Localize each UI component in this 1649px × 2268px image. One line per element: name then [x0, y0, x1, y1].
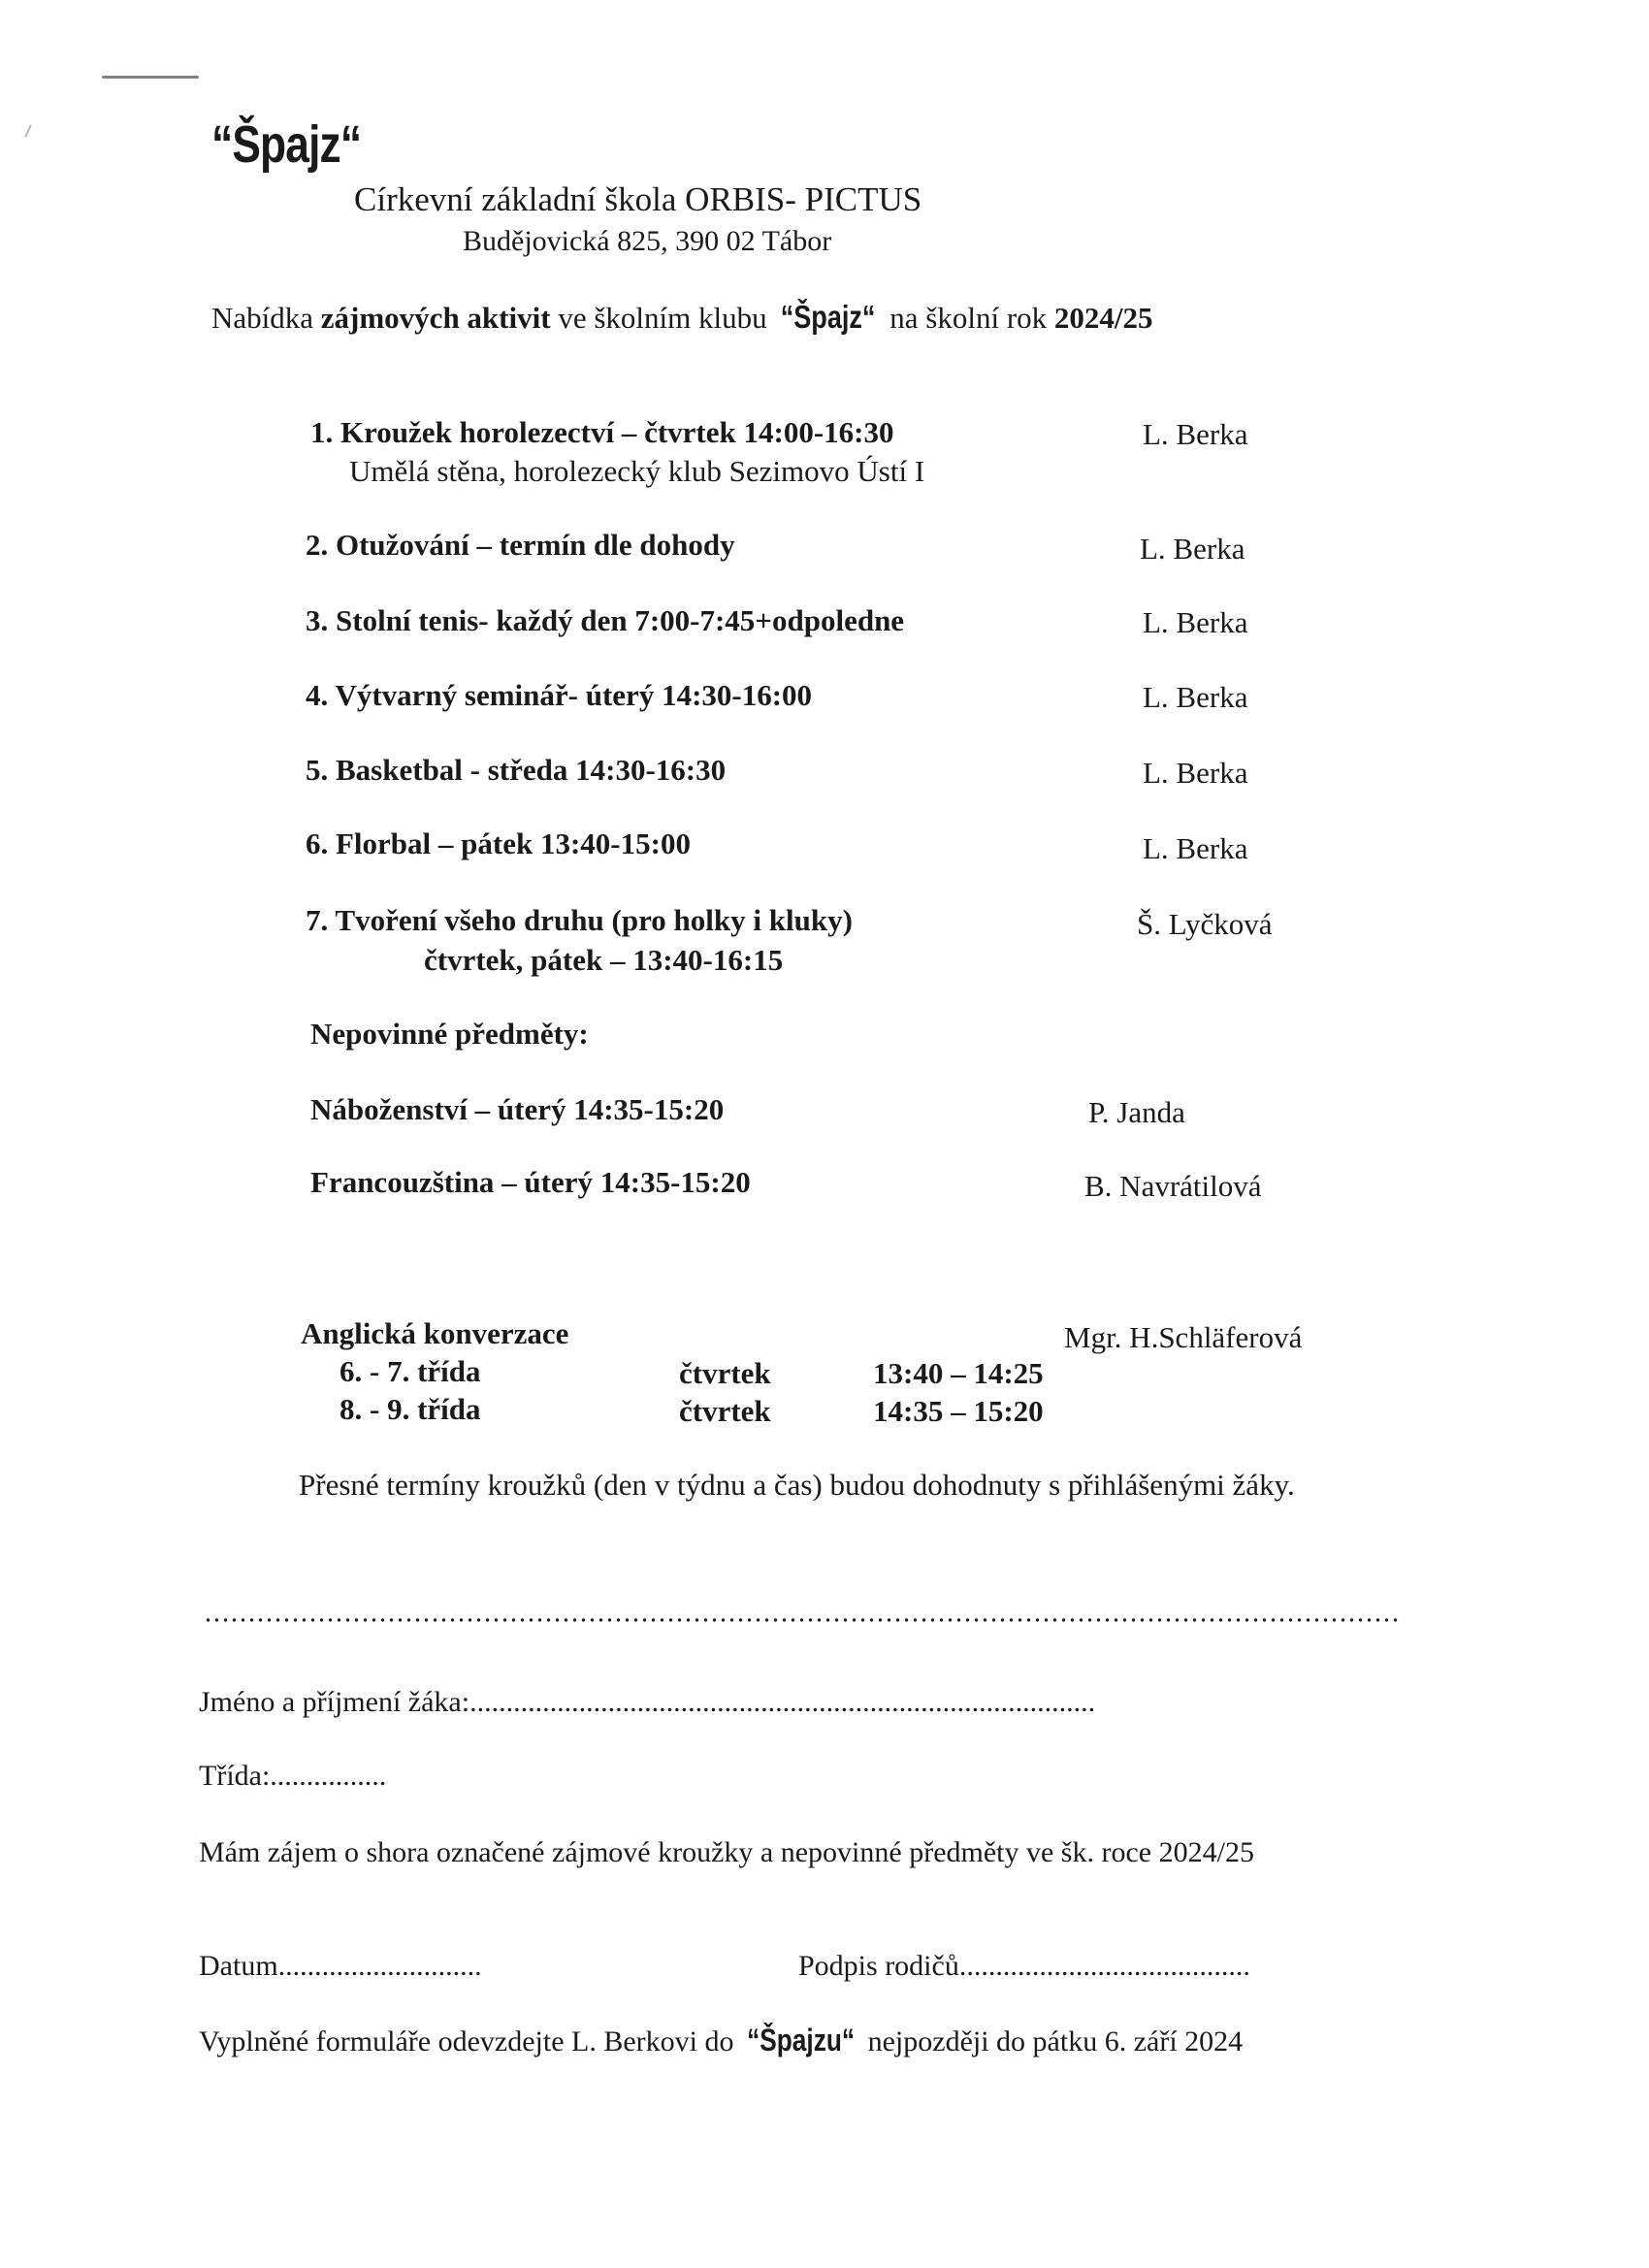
school-address: Budějovická 825, 390 02 Tábor — [463, 225, 832, 257]
english-heading: Anglická konverzace — [301, 1316, 569, 1350]
english-leader: Mgr. H.Schläferová — [1064, 1320, 1303, 1354]
activity-leader: Š. Lyčková — [1137, 907, 1273, 941]
activity-title: 4. Výtvarný seminář- úterý 14:30-16:00 — [306, 678, 813, 712]
activity-title: 2. Otužování – termín dle dohody — [306, 528, 735, 562]
activity-title: 5. Basketbal - středa 14:30-16:30 — [306, 753, 727, 787]
english-time: 14:35 – 15:20 — [873, 1394, 1044, 1428]
activity-subtitle: čtvrtek, pátek – 13:40-16:15 — [424, 943, 784, 977]
activity-title: 3. Stolní tenis- každý den 7:00-7:45+odpoledne — [306, 603, 905, 637]
student-name-field[interactable]: Jméno a příjmení žáka:...................................................................................... — [199, 1686, 1096, 1718]
intro-text: Nabídka — [211, 301, 321, 335]
activity-title: 6. Florbal – pátek 13:40-15:00 — [306, 826, 691, 860]
english-grade: 8. - 9. třída — [340, 1392, 481, 1426]
date-field[interactable]: Datum............................ — [199, 1950, 482, 1982]
optional-item-title: Francouzština – úterý 14:35-15:20 — [310, 1165, 751, 1199]
activity-title: 7. Tvoření všeho druhu (pro holky i kluky) — [306, 903, 853, 937]
optional-heading: Nepovinné předměty: — [310, 1017, 589, 1051]
activity-leader: L. Berka — [1140, 532, 1245, 566]
activity-leader: L. Berka — [1143, 831, 1248, 865]
schedule-note: Přesné termíny kroužků (den v týdnu a čas) budou dohodnuty s přihlášenými žáky. — [299, 1468, 1295, 1502]
intro-line — [211, 299, 1153, 336]
return-instruction — [199, 2023, 1243, 2058]
activity-leader: L. Berka — [1143, 680, 1248, 714]
club-logo: “Špajz“ — [211, 115, 362, 174]
return-text: Vyplněné formuláře odevzdejte L. Berkovi do — [199, 2025, 741, 2057]
optional-item-leader: P. Janda — [1088, 1095, 1185, 1129]
school-name: Církevní základní škola ORBIS- PICTUS — [354, 180, 922, 218]
english-day: čtvrtek — [679, 1394, 771, 1428]
cut-line — [204, 1618, 1402, 1622]
return-logo: “Špajzu“ — [747, 2023, 855, 2057]
activity-leader: L. Berka — [1143, 756, 1248, 790]
intro-bold: zájmových aktivit — [320, 301, 551, 335]
english-day: čtvrtek — [679, 1356, 771, 1390]
optional-item-title: Náboženství – úterý 14:35-15:20 — [310, 1092, 725, 1126]
english-grade: 6. - 7. třída — [340, 1354, 481, 1388]
scan-artifact — [102, 76, 199, 79]
intro-text: ve školním klubu — [550, 301, 775, 335]
optional-item-leader: B. Navrátilová — [1084, 1169, 1262, 1203]
activity-title: 1. Kroužek horolezectví – čtvrtek 14:00-16:30 — [310, 415, 894, 449]
english-time: 13:40 – 14:25 — [873, 1356, 1044, 1390]
activity-leader: L. Berka — [1143, 417, 1248, 451]
parent-signature-field[interactable]: Podpis rodičů........................................ — [798, 1950, 1250, 1982]
activity-subtitle: Umělá stěna, horolezecký klub Sezimovo Ústí I — [349, 454, 925, 488]
return-text: nejpozději do pátku 6. září 2024 — [860, 2025, 1244, 2057]
school-year: 2024/25 — [1053, 301, 1153, 335]
activity-leader: L. Berka — [1143, 605, 1248, 639]
intro-logo: “Špajz“ — [781, 299, 876, 335]
class-field[interactable]: Třída:................ — [199, 1760, 387, 1792]
scan-artifact — [24, 124, 32, 138]
consent-statement: Mám zájem o shora označené zájmové kroužky a nepovinné předměty ve šk. roce 2024/25 — [199, 1836, 1254, 1868]
intro-text: na školní rok — [882, 301, 1054, 335]
